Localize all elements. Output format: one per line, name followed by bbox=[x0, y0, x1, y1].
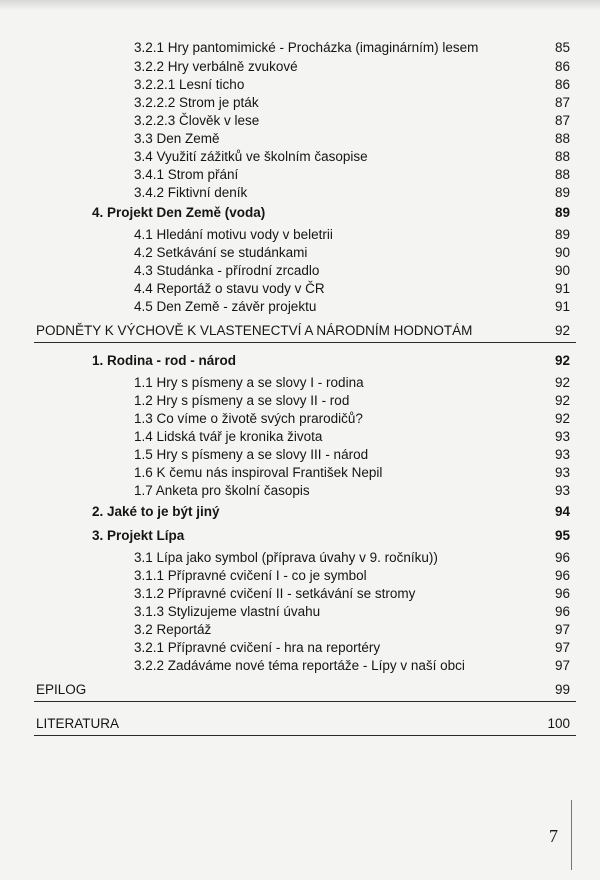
toc-entry-page: 96 bbox=[554, 550, 570, 565]
toc-entry bbox=[134, 166, 570, 184]
toc-entry bbox=[134, 567, 570, 585]
toc-entry-title: 3.2.2.3 Člověk v lese bbox=[134, 113, 260, 128]
toc-entry bbox=[134, 298, 570, 316]
section-rule bbox=[34, 342, 576, 343]
toc-entry-title: 3.2.2.1 Lesní ticho bbox=[134, 77, 245, 92]
toc-entry-page: 90 bbox=[554, 245, 570, 260]
toc-entry-page: 89 bbox=[554, 227, 570, 242]
toc-entry-title: 3.2.1 Hry pantomimické - Procházka (imaginárním) lesem bbox=[134, 40, 479, 55]
toc-section-page: 92 bbox=[554, 323, 570, 338]
toc-entry-page: 87 bbox=[554, 95, 570, 110]
toc-chapter-title: 3. Projekt Lípa bbox=[92, 528, 185, 543]
toc-entry-title: 1.4 Lidská tvář je kronika života bbox=[134, 429, 323, 444]
toc-section-title: EPILOG bbox=[36, 682, 87, 697]
toc-entry-title: 4.3 Studánka - přírodní zrcadlo bbox=[134, 263, 320, 278]
toc-entry bbox=[134, 244, 570, 262]
toc-entry bbox=[134, 464, 570, 482]
toc-entry-title: 3.4.2 Fiktivní deník bbox=[134, 185, 248, 200]
toc-entry-title: 1.7 Anketa pro školní časopis bbox=[134, 483, 310, 498]
toc-entry-title: 3.2 Reportáž bbox=[134, 622, 212, 637]
section-rule bbox=[34, 735, 576, 736]
toc-entry-title: 1.5 Hry s písmeny a se slovy III - národ bbox=[134, 447, 369, 462]
toc-entry-title: 3.1.1 Přípravné cvičení I - co je symbol bbox=[134, 568, 367, 583]
toc-section-title: LITERATURA bbox=[36, 716, 120, 731]
toc-entry-page: 88 bbox=[554, 167, 570, 182]
toc-entry-title: 3.2.2 Hry verbálně zvukové bbox=[134, 59, 298, 74]
toc-entry bbox=[134, 262, 570, 280]
page-edge-line bbox=[571, 800, 572, 870]
toc-entry-page: 93 bbox=[554, 483, 570, 498]
toc-entry-title: 3.2.2.2 Strom je pták bbox=[134, 95, 259, 110]
page-number: 7 bbox=[549, 826, 558, 846]
toc-entry-title: 4.2 Setkávání se studánkami bbox=[134, 245, 308, 260]
toc-entry-page: 90 bbox=[554, 263, 570, 278]
toc-chapter-page: 94 bbox=[554, 504, 570, 519]
section-rule bbox=[34, 701, 576, 702]
toc-chapter-title: 2. Jaké to je být jiný bbox=[92, 504, 220, 519]
toc-entry bbox=[134, 482, 570, 500]
toc-entry-title: 3.2.1 Přípravné cvičení - hra na reportéry bbox=[134, 640, 381, 655]
toc-chapter bbox=[92, 352, 570, 370]
toc-entry bbox=[134, 148, 570, 166]
toc-entry bbox=[134, 58, 570, 76]
toc-entry-title: 1.3 Co víme o životě svých prarodičů? bbox=[134, 411, 363, 426]
toc-chapter-title: 4. Projekt Den Země (voda) bbox=[92, 205, 266, 220]
toc-entry-page: 97 bbox=[554, 622, 570, 637]
toc-entry-title: 4.4 Reportáž o stavu vody v ČR bbox=[134, 281, 325, 296]
toc-entry-title: 3.4.1 Strom přání bbox=[134, 167, 239, 182]
toc-entry bbox=[134, 621, 570, 639]
toc-entry-page: 97 bbox=[554, 640, 570, 655]
toc-entry-page: 93 bbox=[554, 465, 570, 480]
toc-entry-page: 91 bbox=[554, 281, 570, 296]
toc-entry bbox=[134, 603, 570, 621]
toc-entry bbox=[134, 428, 570, 446]
toc-entry-title: 3.1 Lípa jako symbol (příprava úvahy v 9. ročníku)) bbox=[134, 550, 438, 565]
toc-entry-page: 92 bbox=[554, 411, 570, 426]
toc-entry bbox=[134, 112, 570, 130]
toc-entry bbox=[134, 549, 570, 567]
toc-entry-title: 1.6 K čemu nás inspiroval František Nepil bbox=[134, 465, 383, 480]
toc-entry-page: 92 bbox=[554, 393, 570, 408]
toc-section-page: 99 bbox=[554, 682, 570, 697]
toc-entry-title: 1.1 Hry s písmeny a se slovy I - rodina bbox=[134, 375, 364, 390]
toc-entry bbox=[134, 226, 570, 244]
toc-chapter bbox=[92, 503, 570, 521]
toc-entry bbox=[134, 392, 570, 410]
toc-entry-page: 88 bbox=[554, 149, 570, 164]
scan-top-shadow bbox=[0, 0, 600, 10]
toc-chapter-page: 92 bbox=[554, 353, 570, 368]
toc-entry bbox=[134, 639, 570, 657]
toc-entry bbox=[134, 657, 570, 675]
toc-entry bbox=[134, 130, 570, 148]
toc-entry bbox=[134, 94, 570, 112]
toc-entry bbox=[134, 410, 570, 428]
toc-entry-title: 1.2 Hry s písmeny a se slovy II - rod bbox=[134, 393, 350, 408]
toc-entry-page: 85 bbox=[554, 40, 570, 55]
toc-section-title: PODNĚTY K VÝCHOVĚ K VLASTENECTVÍ A NÁRODNÍM HODNOTÁM bbox=[36, 323, 473, 338]
toc-entry-page: 96 bbox=[554, 568, 570, 583]
toc-entry-title: 3.2.2 Zadáváme nové téma reportáže - Lípy v naší obci bbox=[134, 658, 465, 673]
toc-section-podnety bbox=[36, 322, 570, 340]
toc-entry-page: 87 bbox=[554, 113, 570, 128]
toc-entry bbox=[134, 446, 570, 464]
toc-entry bbox=[134, 585, 570, 603]
toc-entry-title: 4.5 Den Země - závěr projektu bbox=[134, 299, 317, 314]
toc-entry-title: 4.1 Hledání motivu vody v beletrii bbox=[134, 227, 333, 242]
toc-entry-page: 93 bbox=[554, 429, 570, 444]
toc-entry-page: 88 bbox=[554, 131, 570, 146]
toc-section-epilog bbox=[36, 681, 570, 699]
toc-entry-title: 3.1.2 Přípravné cvičení II - setkávání se stromy bbox=[134, 586, 416, 601]
toc-entry bbox=[134, 76, 570, 94]
toc-chapter bbox=[92, 204, 570, 222]
toc-entry-title: 3.1.3 Stylizujeme vlastní úvahu bbox=[134, 604, 321, 619]
toc-entry-page: 92 bbox=[554, 375, 570, 390]
toc-entry bbox=[134, 39, 570, 57]
toc-entry-page: 93 bbox=[554, 447, 570, 462]
toc-entry-page: 96 bbox=[554, 604, 570, 619]
toc-chapter-title: 1. Rodina - rod - národ bbox=[92, 353, 236, 368]
toc-chapter bbox=[92, 527, 570, 545]
toc-entry-page: 91 bbox=[554, 299, 570, 314]
toc-entry-page: 96 bbox=[554, 586, 570, 601]
toc-section-literatura bbox=[36, 715, 570, 733]
toc-entry-title: 3.3 Den Země bbox=[134, 131, 220, 146]
toc-chapter-page: 89 bbox=[554, 205, 570, 220]
toc-chapter-page: 95 bbox=[554, 528, 570, 543]
toc-entry-page: 97 bbox=[554, 658, 570, 673]
toc-entry bbox=[134, 184, 570, 202]
toc-entry-page: 89 bbox=[554, 185, 570, 200]
toc-entry-page: 86 bbox=[554, 77, 570, 92]
toc-entry bbox=[134, 280, 570, 298]
toc-section-page: 100 bbox=[547, 716, 570, 731]
toc-entry-title: 3.4 Využití zážitků ve školním časopise bbox=[134, 149, 368, 164]
toc-entry-page: 86 bbox=[554, 59, 570, 74]
toc-entry bbox=[134, 374, 570, 392]
